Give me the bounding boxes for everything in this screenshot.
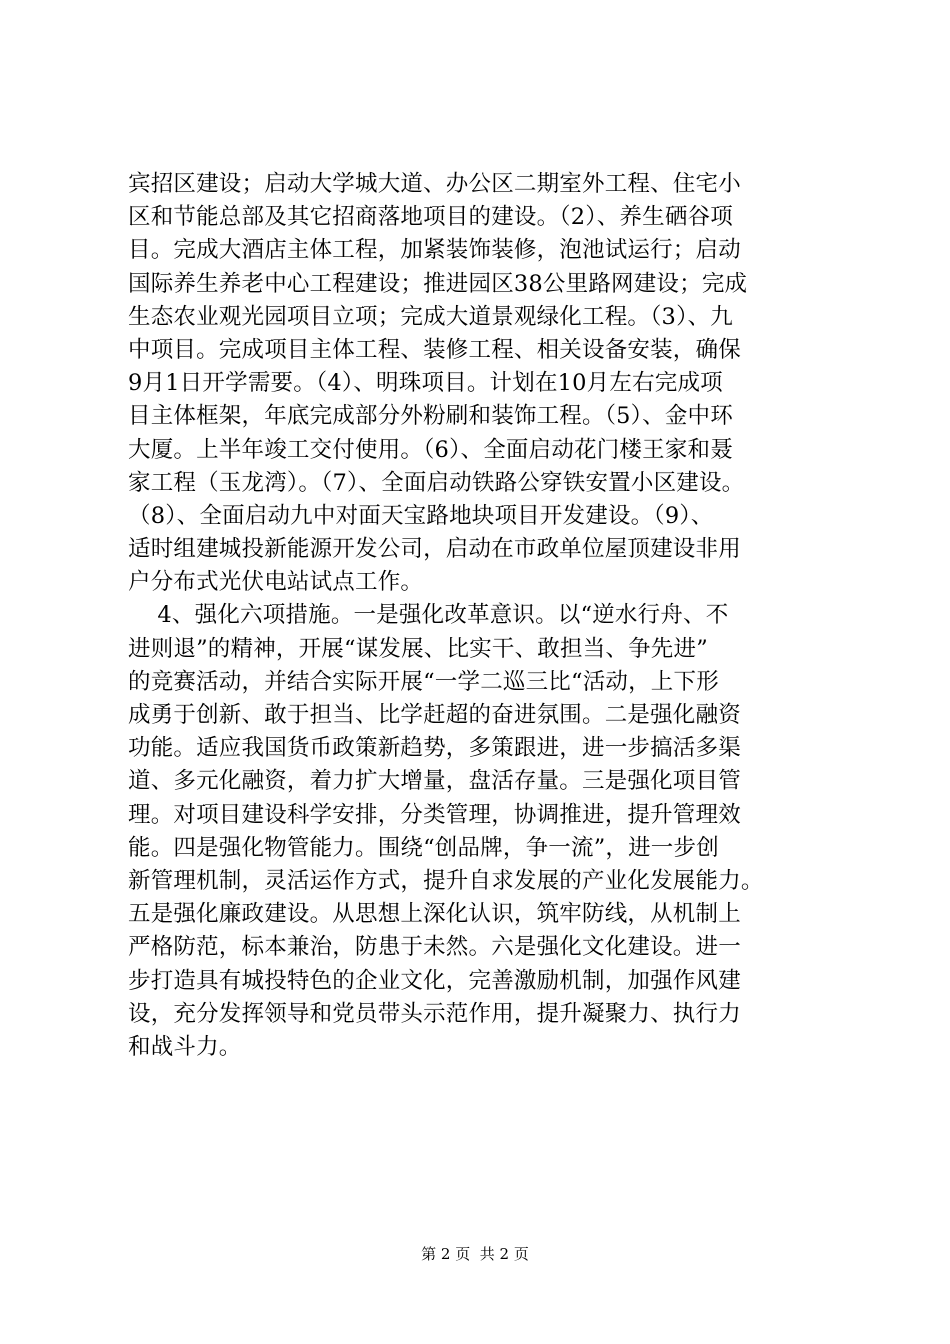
text-line: 国际养生养老中心工程建设；推进园区38公里路网建设；完成	[128, 270, 748, 297]
text-line: 户分布式光伏电站试点工作。	[128, 569, 424, 596]
text-line: 9月1日开学需要。（4）、明珠项目。计划在10月左右完成项	[128, 370, 723, 397]
text-line: 大厦。上半年竣工交付使用。（6）、全面启动花门楼王家和聂	[128, 436, 733, 463]
text-line: 理。对项目建设科学安排，分类管理，协调推进，提升管理效	[128, 801, 741, 828]
text-line: 宾招区建设；启动大学城大道、办公区二期室外工程、住宅小	[128, 171, 741, 197]
text-line: 目主体框架，年底完成部分外粉刷和装饰工程。（5）、金中环	[128, 403, 733, 430]
text-line: 进则退”的精神，开展“谋发展、比实干、敢担当、争先进”	[128, 635, 708, 662]
text-line: 4、强化六项措施。一是强化改革意识。以“逆水行舟、不	[128, 602, 729, 629]
text-line: 的竞赛活动，并结合实际开展“一学二巡三比“活动，上下形	[128, 668, 719, 695]
text-line: 道、多元化融资，着力扩大增量，盘活存量。三是强化项目管	[128, 768, 741, 795]
text-line: 设，充分发挥领导和党员带头示范作用，提升凝聚力、执行力	[128, 1000, 741, 1027]
page-number-footer: 第 2 页 共 2 页	[421, 1245, 529, 1263]
text-line: 五是强化廉政建设。从思想上深化认识，筑牢防线，从机制上	[128, 901, 741, 928]
text-line: 目。完成大酒店主体工程，加紧装饰装修，泡池试运行；启动	[128, 237, 741, 264]
text-line: 成勇于创新、敢于担当、比学赶超的奋进氛围。二是强化融资	[128, 702, 741, 728]
text-line: 生态农业观光园项目立项；完成大道景观绿化工程。（3）、九	[128, 303, 733, 330]
text-line: 中项目。完成项目主体工程、装修工程、相关设备安装，确保	[128, 336, 741, 363]
text-line: 步打造具有城投特色的企业文化，完善激励机制，加强作风建	[128, 967, 741, 994]
text-line: 家工程（玉龙湾）。（7）、全面启动铁路公穿铁安置小区建设。	[128, 469, 745, 496]
text-line: 和战斗力。	[128, 1033, 242, 1060]
body-text	[128, 168, 842, 1064]
text-line: 功能。适应我国货币政策新趋势，多策跟进，进一步搞活多渠	[128, 735, 741, 762]
text-line: 严格防范，标本兼治，防患于未然。六是强化文化建设。进一	[128, 934, 741, 961]
text-line: （8）、全面启动九中对面天宝路地块项目开发建设。（9）、	[128, 502, 714, 529]
text-line: 适时组建城投新能源开发公司，启动在市政单位屋顶建设非用	[128, 536, 741, 563]
text-line: 能。四是强化物管能力。围绕“创品牌，争一流”，进一步创	[128, 834, 719, 861]
text-line: 区和节能总部及其它招商落地项目的建设。（2）、养生硒谷项	[128, 204, 733, 231]
text-line: 新管理机制，灵活运作方式，提升自求发展的产业化发展能力。	[128, 867, 764, 894]
